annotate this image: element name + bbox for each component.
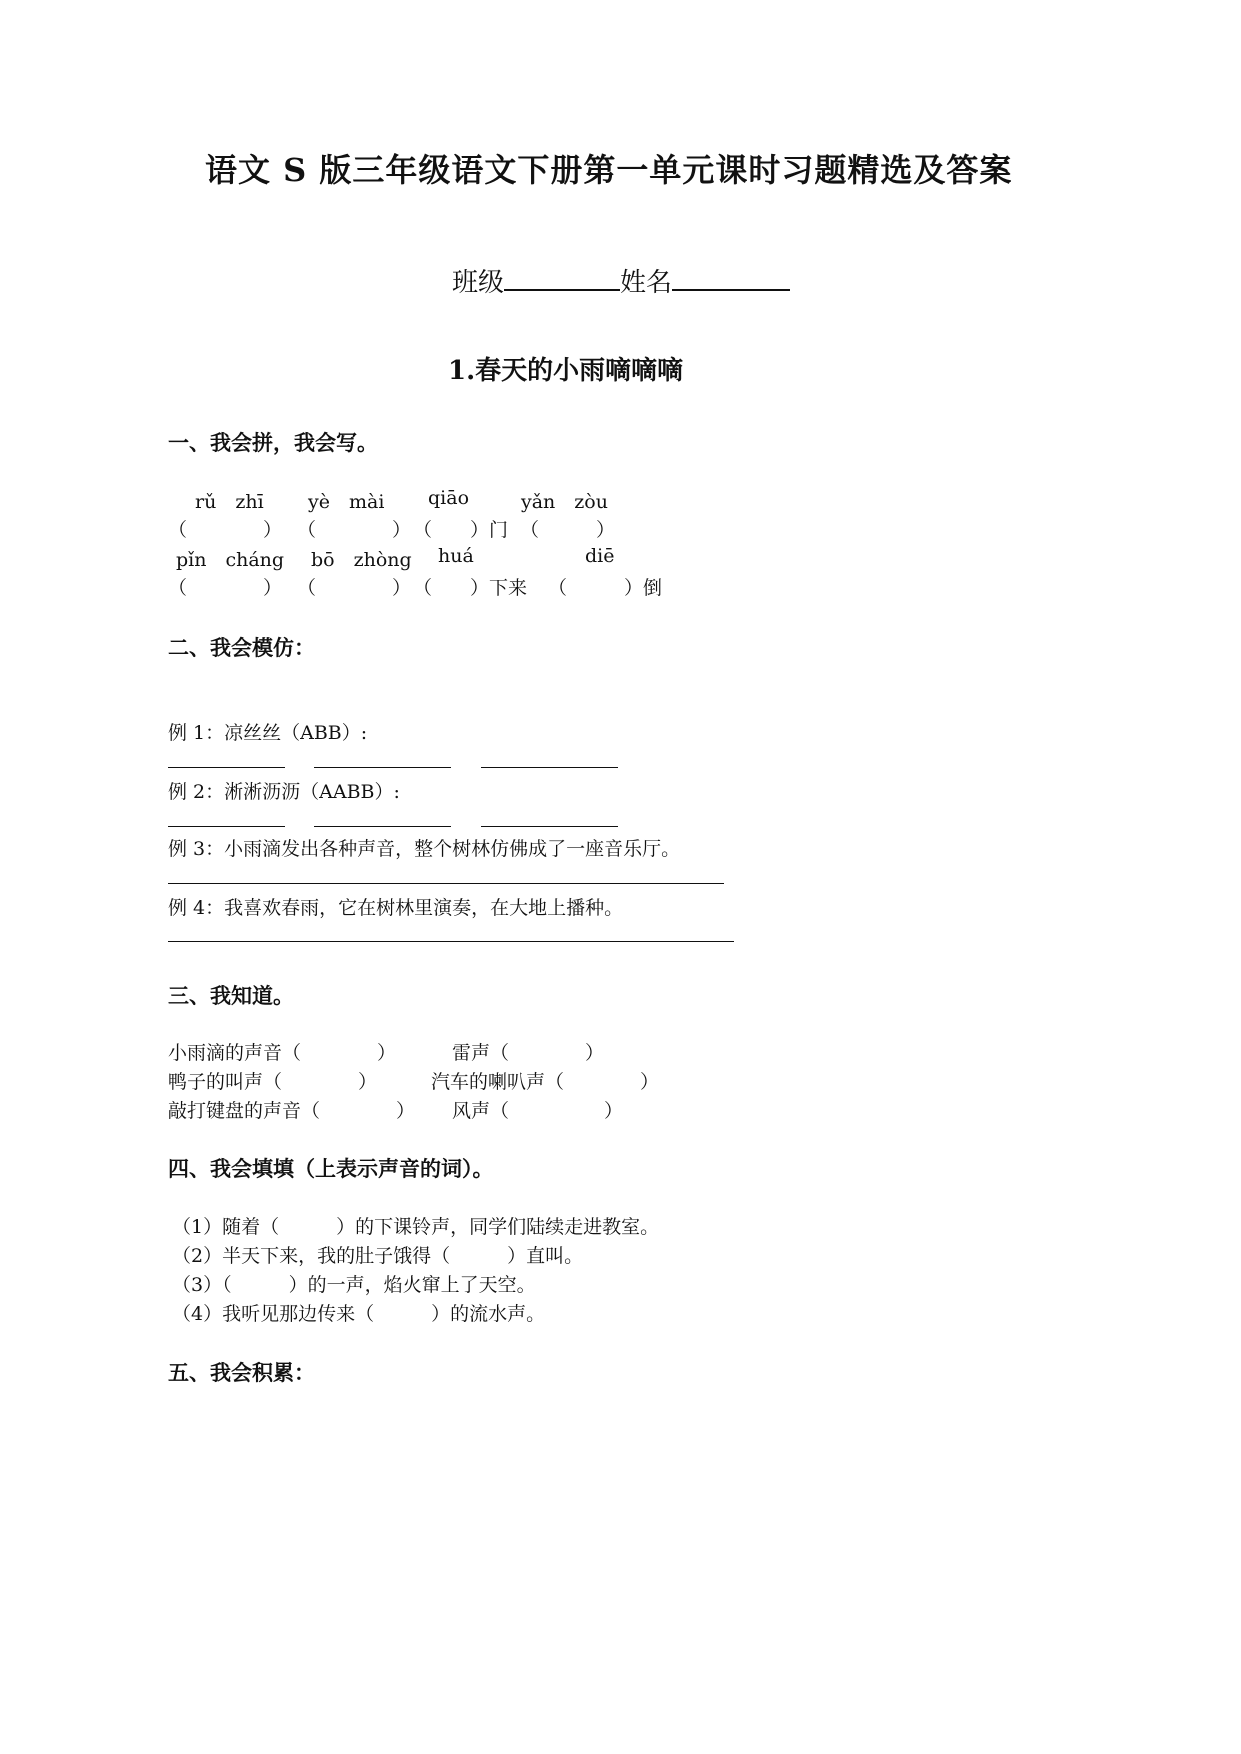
answer-blank-2[interactable]: （ ） bbox=[297, 519, 412, 541]
sound-question[interactable]: 鸭子的叫声（ ） bbox=[168, 1071, 378, 1093]
pinyin-3: qiāo bbox=[428, 487, 470, 509]
answer-line[interactable] bbox=[314, 826, 451, 827]
example-4: 例 4：我喜欢春雨，它在树林里演奏，在大地上播种。 bbox=[168, 897, 624, 919]
name-blank[interactable] bbox=[672, 263, 790, 291]
pinyin-6: bō zhòng bbox=[311, 549, 412, 571]
name-label: 姓名 bbox=[620, 268, 673, 298]
fill-question-3[interactable]: （3）（ ）的一声，焰火窜上了天空。 bbox=[172, 1274, 536, 1296]
section-heading-1: 一、我会拼，我会写。 bbox=[168, 430, 378, 455]
answer-blank-8[interactable]: （ ）倒 bbox=[548, 577, 663, 599]
answer-line[interactable] bbox=[168, 826, 285, 827]
example-3: 例 3：小雨滴发出各种声音，整个树林仿佛成了一座音乐厅。 bbox=[168, 838, 681, 860]
sound-question[interactable]: 雷声（ ） bbox=[452, 1042, 605, 1064]
pinyin-4: yǎn zòu bbox=[521, 491, 608, 513]
lesson-title: 1.春天的小雨嘀嘀嘀 bbox=[448, 356, 684, 386]
answer-line[interactable] bbox=[481, 826, 618, 827]
pinyin-5: pǐn cháng bbox=[176, 549, 285, 571]
pinyin-7: huá bbox=[438, 545, 474, 567]
section-heading-3: 三、我知道。 bbox=[168, 983, 294, 1008]
sound-question[interactable]: 风声（ ） bbox=[452, 1100, 624, 1122]
answer-blank-1[interactable]: （ ） bbox=[168, 519, 283, 541]
fill-question-1[interactable]: （1）随着（ ）的下课铃声，同学们陆续走进教室。 bbox=[172, 1216, 660, 1238]
answer-blank-6[interactable]: （ ） bbox=[297, 577, 412, 599]
section-heading-4: 四、我会填填（上表示声音的词）。 bbox=[168, 1156, 494, 1181]
pinyin-1: rǔ zhī bbox=[195, 491, 264, 513]
pinyin-8: diē bbox=[585, 545, 615, 567]
fill-question-4[interactable]: （4）我听见那边传来（ ）的流水声。 bbox=[172, 1303, 546, 1325]
pinyin-2: yè mài bbox=[308, 491, 385, 513]
answer-blank-7[interactable]: （ ）下来 bbox=[413, 577, 528, 599]
answer-line[interactable] bbox=[314, 767, 451, 768]
class-label: 班级 bbox=[452, 268, 505, 298]
example-2: 例 2：淅淅沥沥（AABB）: bbox=[168, 781, 400, 803]
answer-blank-5[interactable]: （ ） bbox=[168, 577, 283, 599]
answer-line[interactable] bbox=[168, 767, 285, 768]
sound-question[interactable]: 敲打键盘的声音（ ） bbox=[168, 1100, 416, 1122]
student-info bbox=[452, 262, 790, 299]
section-heading-5: 五、我会积累： bbox=[168, 1360, 315, 1385]
example-1: 例 1：凉丝丝（ABB）: bbox=[168, 722, 368, 744]
sound-question[interactable]: 汽车的喇叭声（ ） bbox=[431, 1071, 660, 1093]
document-title: 语文 S 版三年级语文下册第一单元课时习题精选及答案 bbox=[205, 151, 1013, 189]
answer-line[interactable] bbox=[168, 941, 734, 942]
section-heading-2: 二、我会模仿： bbox=[168, 635, 315, 660]
answer-blank-3[interactable]: （ ）门 bbox=[413, 519, 509, 541]
sound-question[interactable]: 小雨滴的声音（ ） bbox=[168, 1042, 397, 1064]
answer-line[interactable] bbox=[481, 767, 618, 768]
answer-line[interactable] bbox=[168, 883, 724, 884]
fill-question-2[interactable]: （2）半天下来，我的肚子饿得（ ）直叫。 bbox=[172, 1245, 584, 1267]
answer-blank-4[interactable]: （ ） bbox=[520, 519, 616, 541]
class-blank[interactable] bbox=[504, 263, 620, 291]
